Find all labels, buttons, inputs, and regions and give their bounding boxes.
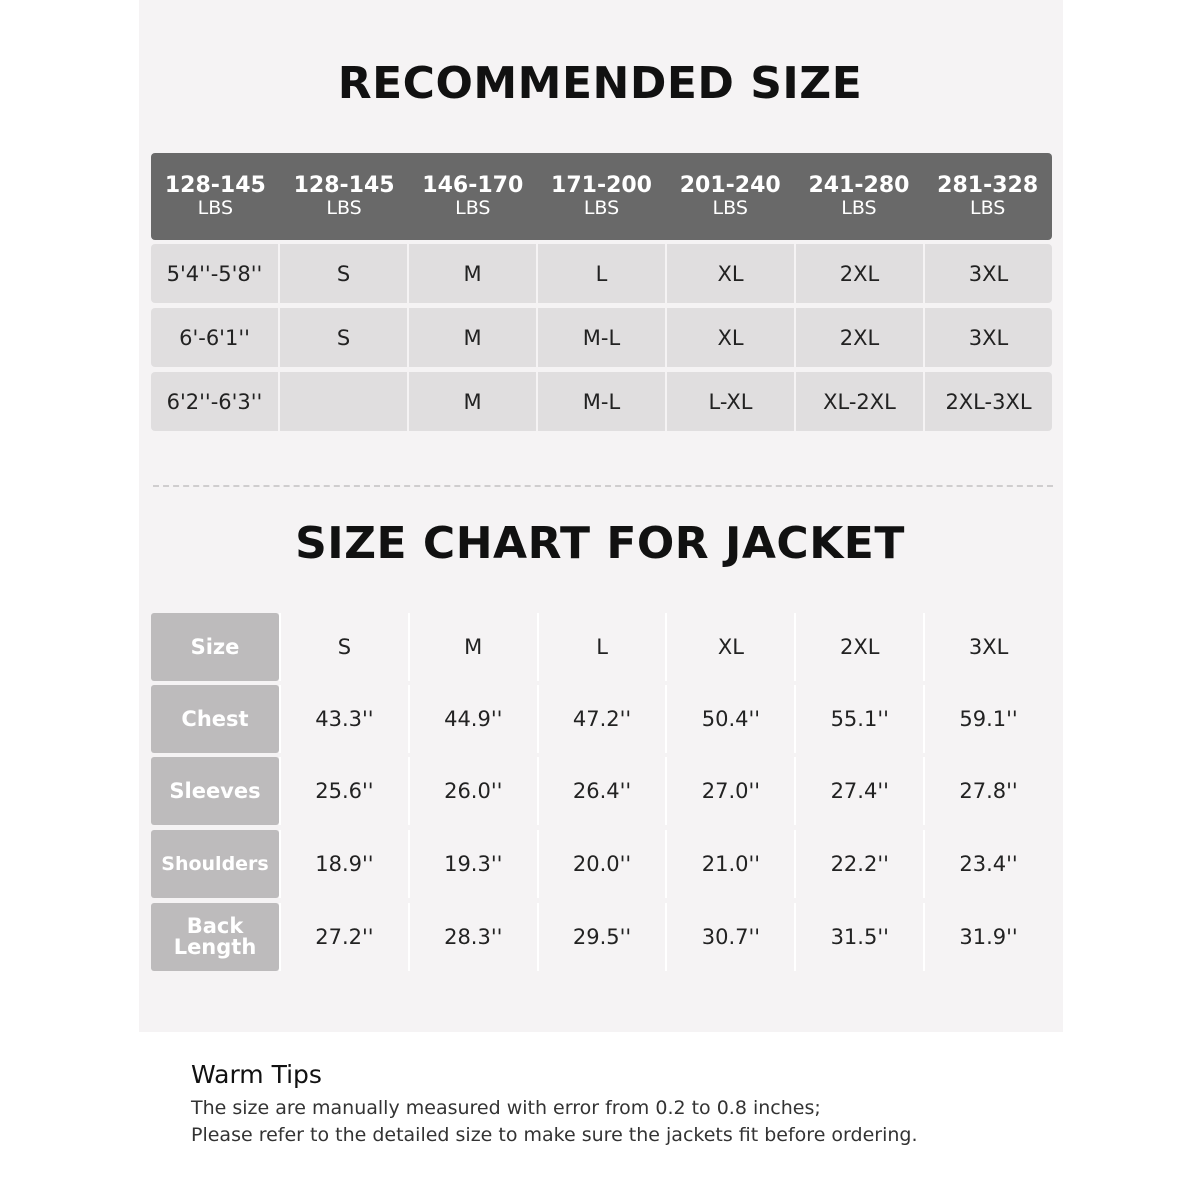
size-cell: M: [409, 308, 536, 367]
weight-header-cell: [795, 153, 924, 240]
size-cell: 2XL: [796, 308, 923, 367]
size-cell: M: [409, 244, 536, 303]
value-cell: 26.0'': [408, 757, 537, 825]
size-cell: S: [280, 244, 407, 303]
value-cell: 31.5'': [794, 903, 923, 971]
weight-unit: LBS: [841, 197, 877, 219]
tip-line: The size are manually measured with error from 0.2 to 0.8 inches;: [191, 1097, 821, 1119]
weight-header-cell: [923, 153, 1052, 240]
row-label: Shoulders: [151, 830, 279, 898]
weight-header-cell: [666, 153, 795, 240]
value-cell: 23.4'': [923, 830, 1052, 898]
weight-unit: LBS: [969, 197, 1006, 219]
weight-unit: LBS: [583, 197, 620, 219]
value-cell: M: [408, 613, 537, 681]
size-cell: L-XL: [667, 372, 794, 431]
dashed-divider: [153, 485, 1053, 487]
value-cell: 55.1'': [794, 685, 923, 753]
jacket-row-shoulders: [151, 830, 1052, 898]
weight-unit: LBS: [712, 197, 748, 219]
size-cell: 2XL: [796, 244, 923, 303]
size-cell: XL: [667, 308, 794, 367]
size-cell: 2XL-3XL: [925, 372, 1052, 431]
recommended-row: [151, 372, 1052, 431]
row-label: Sleeves: [151, 757, 279, 825]
weight-header-row: [151, 153, 1052, 240]
value-cell: 27.4'': [794, 757, 923, 825]
height-cell: 6'2''-6'3'': [151, 372, 278, 431]
row-label: Size: [151, 613, 279, 681]
weight-range: 281-328: [937, 173, 1039, 198]
value-cell: 3XL: [923, 613, 1052, 681]
height-cell: 6'-6'1'': [151, 308, 278, 367]
jacket-row-chest: [151, 685, 1052, 753]
weight-unit: LBS: [197, 197, 234, 219]
value-cell: 25.6'': [279, 757, 408, 825]
jacket-chart-title: SIZE CHART FOR JACKET: [295, 518, 905, 569]
weight-header-cell: [280, 153, 409, 240]
value-cell: 50.4'': [665, 685, 794, 753]
value-cell: S: [279, 613, 408, 681]
weight-range: 241-280: [808, 173, 910, 198]
row-label: Back Length: [151, 903, 279, 971]
value-cell: 44.9'': [408, 685, 537, 753]
value-cell: 26.4'': [537, 757, 666, 825]
size-cell: M-L: [538, 308, 665, 367]
size-cell: XL: [667, 244, 794, 303]
value-cell: 31.9'': [923, 903, 1052, 971]
size-cell: M-L: [538, 372, 665, 431]
weight-unit: LBS: [455, 197, 491, 219]
size-cell: XL-2XL: [796, 372, 923, 431]
weight-range: 171-200: [551, 173, 652, 198]
recommended-row: [151, 308, 1052, 367]
value-cell: 47.2'': [537, 685, 666, 753]
weight-header-cell: [151, 153, 280, 240]
recommended-size-title: RECOMMENDED SIZE: [337, 58, 863, 109]
weight-range: 201-240: [679, 173, 781, 198]
value-cell: 19.3'': [408, 830, 537, 898]
weight-unit: LBS: [326, 197, 362, 219]
tip-line: Please refer to the detailed size to make sure the jackets fit before ordering.: [191, 1124, 918, 1146]
size-cell: 3XL: [925, 308, 1052, 367]
value-cell: 27.8'': [923, 757, 1052, 825]
value-cell: 30.7'': [665, 903, 794, 971]
value-cell: 28.3'': [408, 903, 537, 971]
warm-tips-title: Warm Tips: [191, 1060, 322, 1089]
value-cell: 20.0'': [537, 830, 666, 898]
value-cell: 27.0'': [665, 757, 794, 825]
weight-header-cell: [408, 153, 537, 240]
jacket-row-sleeves: [151, 757, 1052, 825]
value-cell: 59.1'': [923, 685, 1052, 753]
value-cell: 2XL: [794, 613, 923, 681]
value-cell: 27.2'': [279, 903, 408, 971]
size-cell: L: [538, 244, 665, 303]
size-cell: 3XL: [925, 244, 1052, 303]
value-cell: 43.3'': [279, 685, 408, 753]
jacket-row-size: [151, 613, 1052, 681]
value-cell: 22.2'': [794, 830, 923, 898]
weight-range: 128-145: [164, 173, 266, 198]
jacket-row-back-length: [151, 903, 1052, 971]
weight-header-cell: [537, 153, 666, 240]
value-cell: 18.9'': [279, 830, 408, 898]
weight-range: 146-170: [422, 173, 524, 198]
size-cell: M: [409, 372, 536, 431]
size-cell: [280, 372, 407, 431]
value-cell: XL: [665, 613, 794, 681]
value-cell: L: [537, 613, 666, 681]
height-cell: 5'4''-5'8'': [151, 244, 278, 303]
row-label: Chest: [151, 685, 279, 753]
value-cell: 21.0'': [665, 830, 794, 898]
size-cell: S: [280, 308, 407, 367]
value-cell: 29.5'': [537, 903, 666, 971]
weight-range: 128-145: [293, 173, 395, 198]
recommended-row: [151, 244, 1052, 303]
